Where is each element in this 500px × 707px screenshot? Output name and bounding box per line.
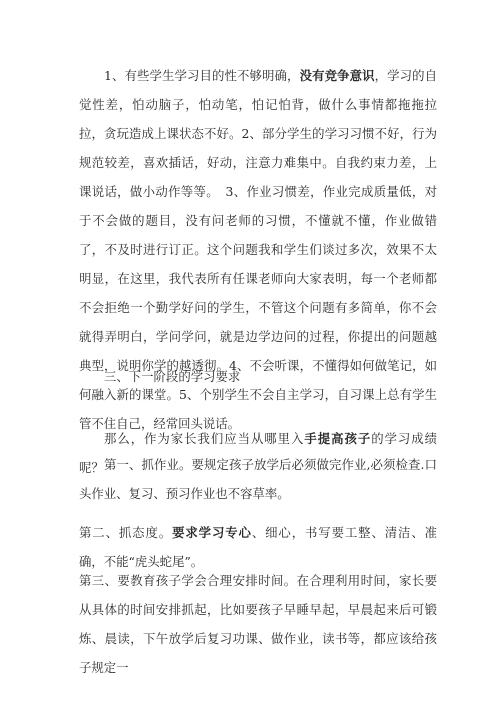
section-heading: 三、下一阶段的学习要求 — [104, 369, 241, 384]
paragraph-homework: 第一、抓作业。要规定孩子放学后必须做完作业,必须检查.口头作业、复习、预习作业也不容草率。 — [79, 457, 437, 501]
text-span: 的学习成绩呢？ — [79, 431, 438, 475]
text-span: 第二、抓态度。 — [79, 525, 173, 540]
text-span: 1、有些学生学习目的性不够明确， — [104, 68, 300, 83]
text-span: 、细心，书写要工整、清洁、准确，不能“虎头蛇尾”。 — [79, 525, 438, 569]
text-span: 那么，作为家长我们应当从哪里入 — [104, 431, 305, 446]
bold-text: 没有竞争意识 — [299, 68, 375, 83]
bold-text: 手提高孩子 — [304, 431, 372, 446]
text-span: ，学习的自觉性差，怕动脑子，怕动笔，怕记怕背，做什么事情都拖拖拉拉，贪玩造成上课状态不好。2、部分学生的学习习惯不好，行为规范较差，喜欢插话，好动，注意力难集中。自我约束力差，上课说话，做小动作等等。 3、作业习惯差，作业完成质量低，对于不会做的题目，没有问老师的习惯，不懂就不懂，作业做错了，不及时进行订正。这个问题我和学生们谈过多次，效果不太明显，在这里，我代表所有任课老师向大家表明，每一个老师都不会拒绝一个勤学好问的学生，不管这个问题有多简单，你不会就得弄明白，学问学问，就是边学边问的过程，你提出的问题越典型，说明你学的越透彻。4、不会听课，不懂得如何做笔记，如何融入新的课堂。5、个别学生不会自主学习，自习课上总有学生管不住自己，经常回头说话。 — [79, 68, 438, 431]
bold-text: 要求学习专心 — [172, 525, 252, 540]
paragraph-time: 第三、要教育孩子学会合理安排时间。在合理利用时间，家长要从具体的时间安排抓起，比如要孩子早睡早起，早晨起来后可锻炼、晨读，下午放学后复习功课、做作业，读书等，都应该给孩子规定一 — [79, 573, 437, 675]
